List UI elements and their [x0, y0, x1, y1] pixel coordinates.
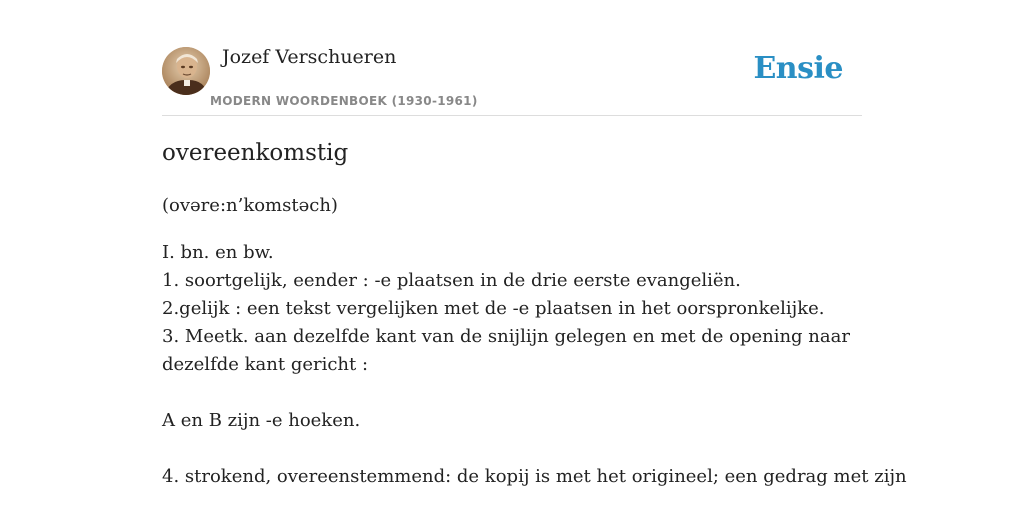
- definition-spacer: [162, 379, 862, 407]
- entry-page: [162, 0, 907, 512]
- author-name[interactable]: Jozef Verschueren: [222, 46, 397, 68]
- definition-line: 3. Meetk. aan dezelfde kant van de snijlijn gelegen en met de opening naar dezelfde kant gericht :: [162, 326, 850, 375]
- author-portrait-icon: [162, 47, 210, 95]
- definition-line: 4. strokend, overeenstemmend: de kopij is met het origineel; een gedrag met zijn: [162, 466, 907, 487]
- definition-example: A en B zijn -e hoeken.: [162, 410, 361, 431]
- source-label: MODERN WOORDENBOEK (1930-1961): [210, 94, 478, 108]
- entry-pronunciation: (ovəre:n’komstəch): [162, 195, 338, 216]
- entry-header: [162, 0, 862, 116]
- definition-line: 2.gelijk : een tekst vergelijken met de -e plaatsen in het oorspronkelijke.: [162, 298, 825, 319]
- entry-headword: overeenkomstig: [162, 140, 349, 166]
- author-avatar[interactable]: [162, 47, 210, 95]
- entry-definition: [162, 239, 907, 491]
- ensie-logo[interactable]: Ensie: [753, 51, 843, 86]
- definition-line: 1. soortgelijk, eender : -e plaatsen in de drie eerste evangeliën.: [162, 270, 741, 291]
- definition-spacer: [162, 435, 862, 463]
- definition-line: I. bn. en bw.: [162, 242, 274, 263]
